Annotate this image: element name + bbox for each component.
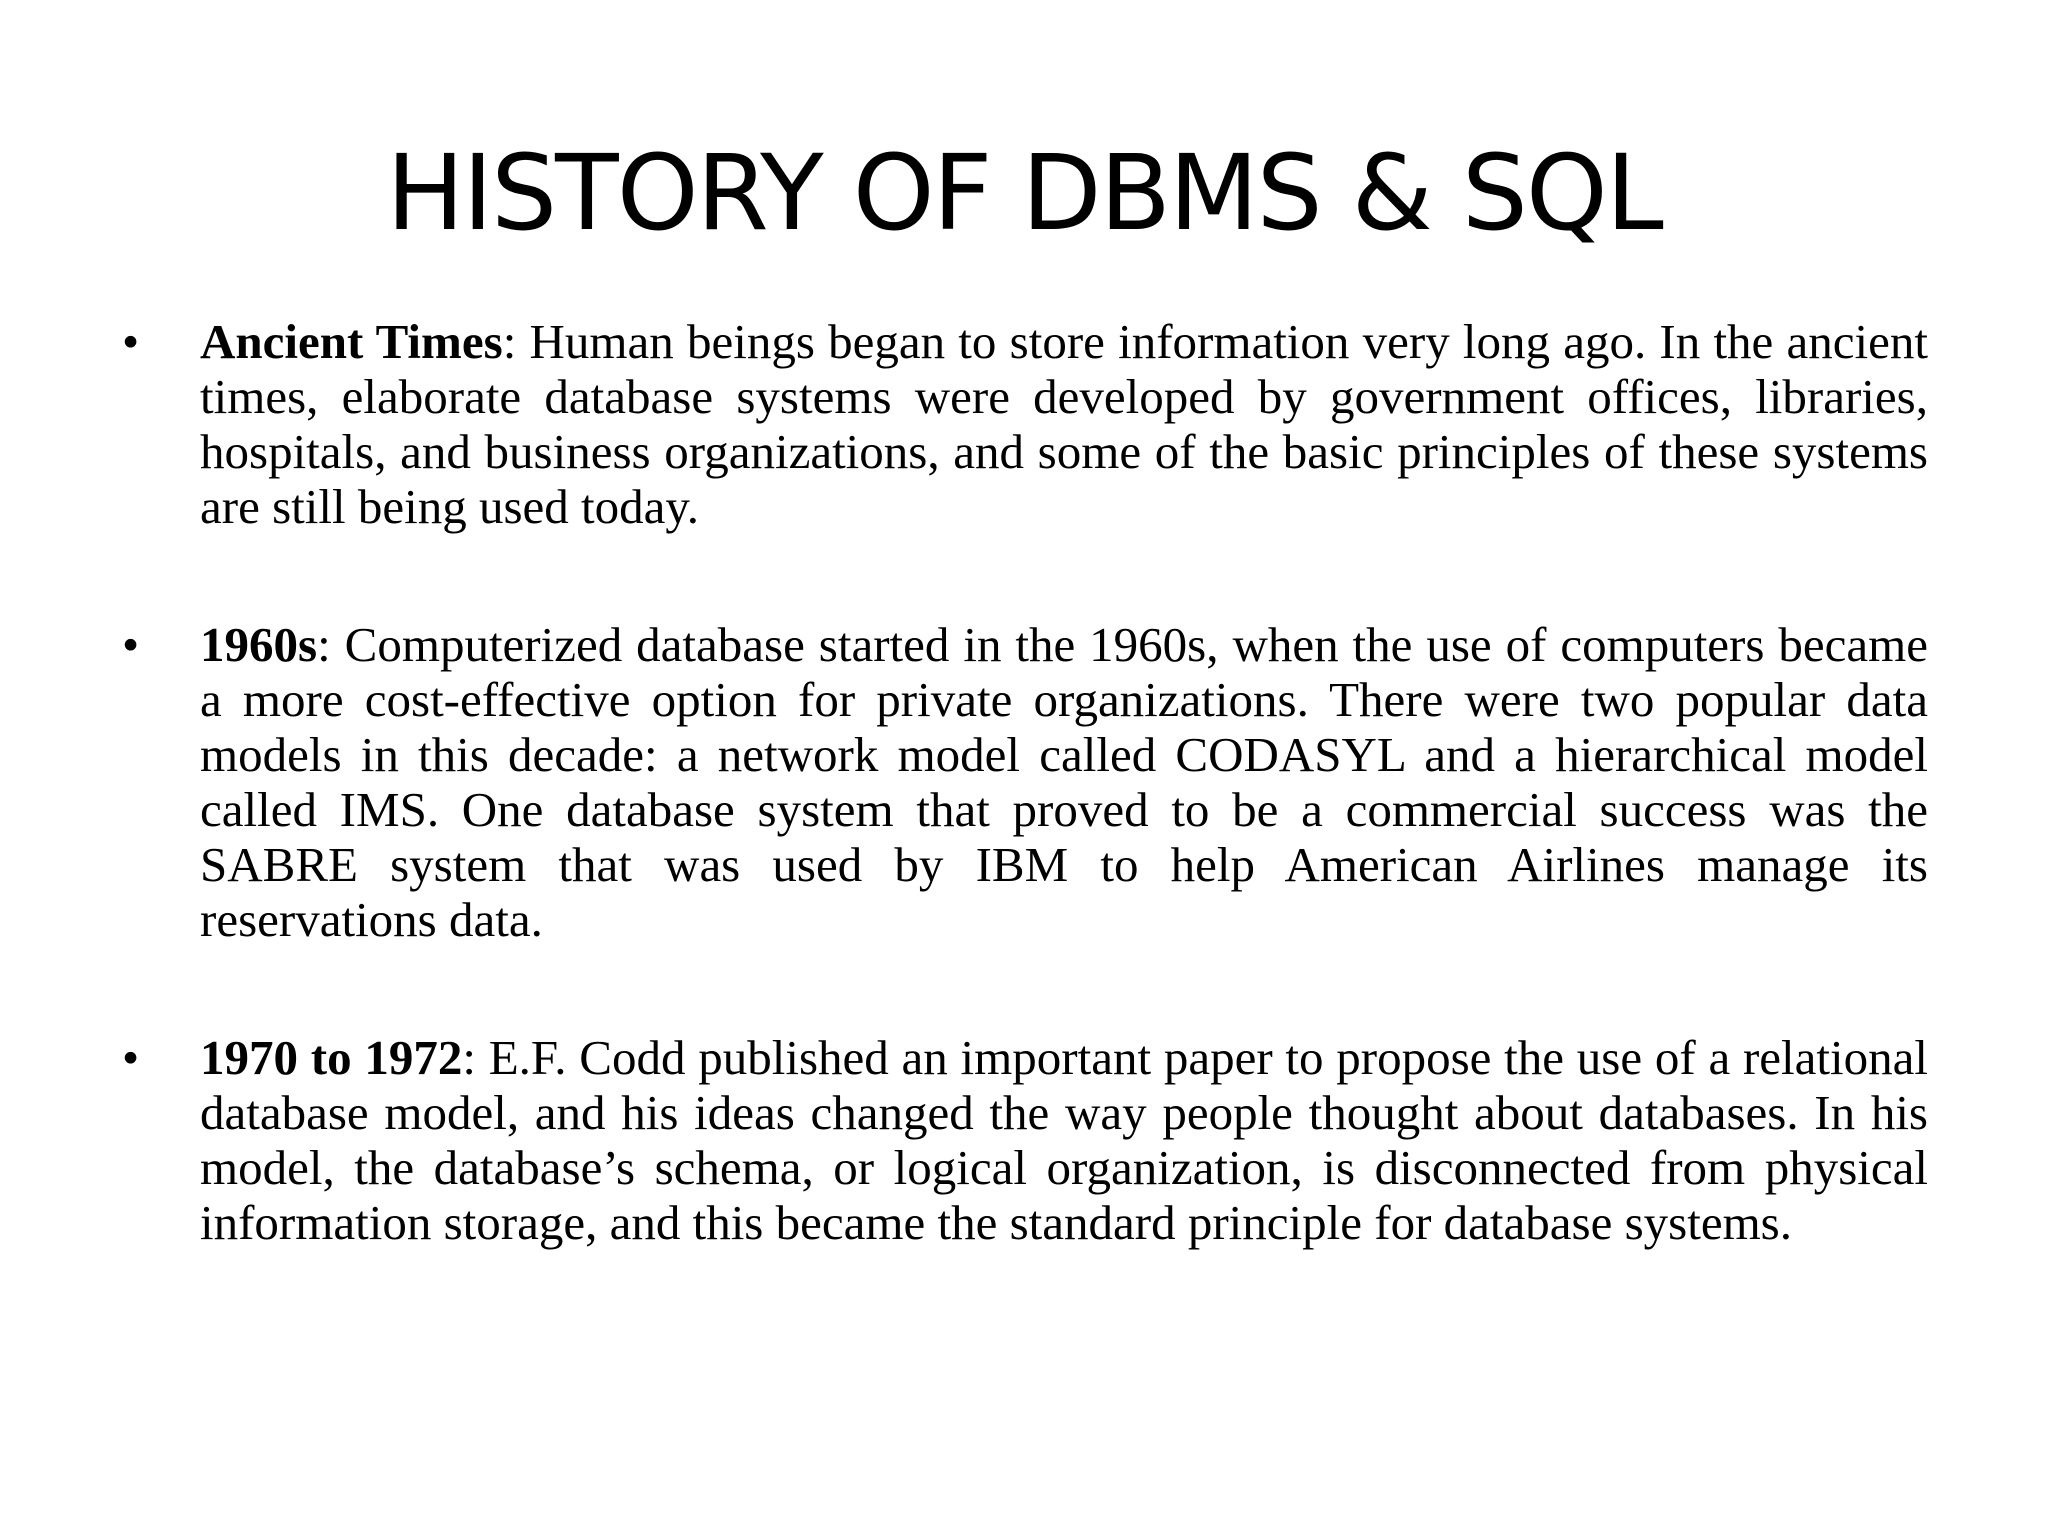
bullet-separator: :: [462, 1030, 476, 1085]
bullet-text: E.F. Codd published an important paper to propose the use of a relational database model, and his ideas changed the way people thought about databases. In his model, the database’s schema, or logical organization, is disconnected from physical information storage, and this became the standard principle for database systems.: [200, 1030, 1928, 1250]
bullet-term: 1970 to 1972: [200, 1030, 463, 1085]
bullet-term: 1960s: [200, 617, 318, 672]
bullet-separator: :: [317, 617, 331, 672]
slide-title: HISTORY OF DBMS & SQL: [386, 132, 1662, 254]
bullet-term: Ancient Times: [200, 314, 503, 369]
bullet-separator: :: [502, 314, 517, 369]
bullet-marker: •: [122, 617, 140, 672]
bullet-item-1960s: [122, 617, 1928, 947]
bullet-marker: •: [122, 314, 140, 369]
bullet-item-ancient-times: [122, 314, 1928, 534]
bullet-item-1970-to-1972: [122, 1030, 1928, 1250]
bullet-marker: •: [122, 1030, 140, 1085]
bullet-text: Computerized database started in the 1960s, when the use of computers became a more cost-effective option for private organizations. There were two popular data models in this decade: a network model called CODASYL and a hierarchical model called IMS. One database system that proved to be a commercial success was the SABRE system that was used by IBM to help American Airlines manage its reservations data.: [200, 617, 1928, 947]
bullet-text: Human beings began to store information very long ago. In the ancient times, elaborate database systems were developed by government offices, libraries, hospitals, and business organizations, and some of the basic principles of these systems are still being used today.: [200, 314, 1928, 534]
